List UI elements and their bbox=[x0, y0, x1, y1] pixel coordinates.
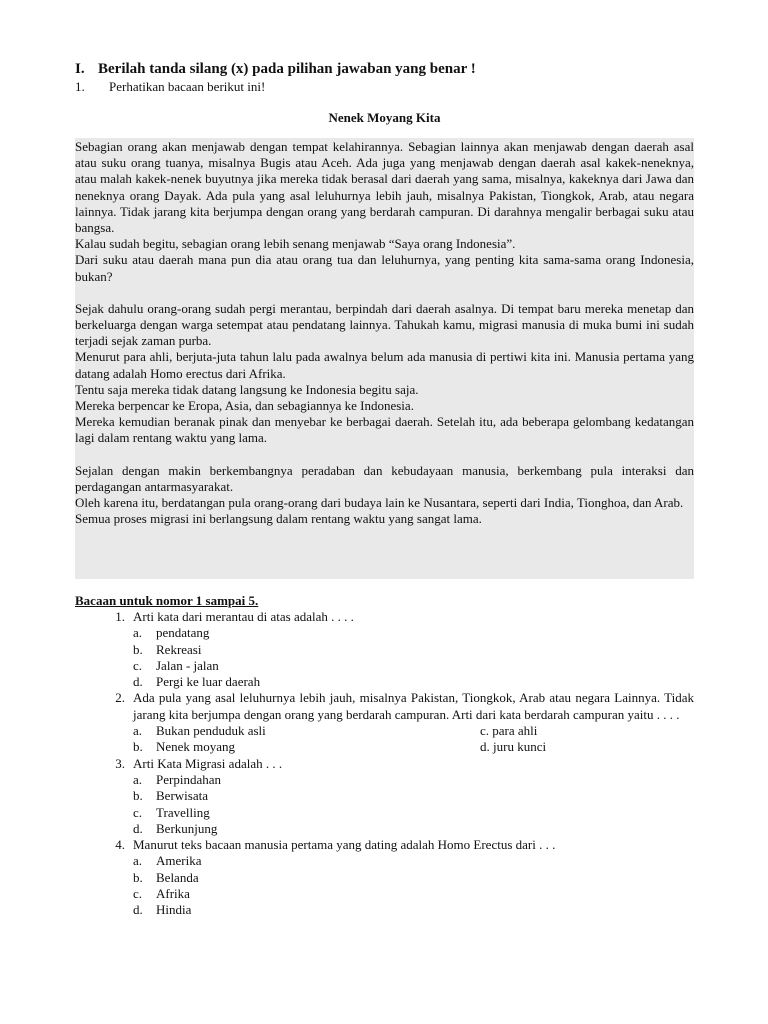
passage-paragraph: Sebagian orang akan menjawab dengan tempat kelahirannya. Sebagian lainnya akan menjawab dengan daerah asal atau suku orang tuanya, misalnya Bugis atau Aceh. Ada juga yang menjawab dengan daerah asal kakek-neneknya, atau malah kakek-nenek buyutnya jika mereka tidak berasal dari daerah yang sama, misalnya, kakeknya dari Jawa dan neneknya orang Dayak. Ada pula yang asal leluhurnya lebih jauh, misalnya Pakistan, Tiongkok, Arab, atau negara lainnya. Tidak jarang kita berjumpa dengan orang yang berdarah campuran. Di darahnya mengalir berbagai suku atau bangsa. bbox=[75, 139, 694, 236]
answer-option[interactable] bbox=[133, 772, 694, 788]
passage-paragraph: Kalau sudah begitu, sebagian orang lebih senang menjawab “Saya orang Indonesia”. bbox=[75, 236, 516, 252]
option-letter: c. bbox=[133, 804, 143, 820]
option-text: juru kunci bbox=[493, 739, 547, 755]
answer-option[interactable] bbox=[133, 821, 694, 837]
intro-line bbox=[75, 79, 694, 95]
passage-paragraph: Sejalan dengan makin berkembangnya peradaban dan kebudayaan manusia, berkembang pula interaksi dan perdagangan antarmasyarakat. bbox=[75, 462, 694, 494]
document-page bbox=[75, 60, 694, 919]
option-letter: a. bbox=[133, 625, 143, 641]
question-item bbox=[75, 690, 694, 723]
question-number: 2. bbox=[115, 690, 125, 706]
answer-options bbox=[75, 853, 694, 918]
answer-option[interactable] bbox=[133, 805, 694, 821]
option-text: Berkunjung bbox=[156, 820, 218, 836]
answer-option[interactable] bbox=[133, 625, 694, 641]
answer-option[interactable] bbox=[133, 674, 694, 690]
question-text: Arti kata dari merantau di atas adalah . . . . bbox=[133, 609, 354, 624]
option-letter: d. bbox=[133, 820, 143, 836]
answer-option[interactable] bbox=[133, 853, 694, 869]
option-letter: c. bbox=[133, 886, 143, 902]
question-number: 1. bbox=[115, 609, 125, 624]
section-title: Berilah tanda silang (x) pada pilihan jawaban yang benar ! bbox=[98, 61, 476, 77]
option-letter: a. bbox=[133, 723, 143, 739]
option-letter: d. bbox=[480, 739, 490, 755]
question-number: 4. bbox=[115, 837, 125, 853]
passage-paragraph: Oleh karena itu, berdatangan pula orang-orang dari budaya lain ke Nusantara, seperti dari India, Tionghoa, dan Arab. bbox=[75, 495, 684, 511]
option-text: Afrika bbox=[156, 886, 190, 902]
answer-options bbox=[75, 772, 694, 837]
question-item bbox=[75, 756, 694, 772]
answer-option[interactable] bbox=[480, 723, 537, 739]
answer-options bbox=[75, 625, 694, 690]
answer-options bbox=[75, 723, 694, 756]
question-number: 3. bbox=[115, 755, 125, 771]
answer-option[interactable] bbox=[133, 870, 694, 886]
passage-paragraph: Sejak dahulu orang-orang sudah pergi merantau, berpindah dari daerah asalnya. Di tempat baru mereka menetap dan berkeluarga dengan warga setempat atau pendatang lainnya. Tahukah kamu, migrasi manusia di muka bumi ini sudah terjadi sejak zaman purba. bbox=[75, 300, 694, 349]
question-item bbox=[75, 837, 694, 853]
option-letter: d. bbox=[133, 902, 143, 918]
passage-paragraph: Mereka berpencar ke Eropa, Asia, dan sebagiannya ke Indonesia. bbox=[75, 398, 414, 414]
answer-option[interactable] bbox=[133, 739, 480, 755]
option-row bbox=[133, 723, 694, 739]
reading-passage bbox=[75, 138, 694, 579]
question-list bbox=[75, 609, 694, 919]
option-letter: b. bbox=[133, 788, 143, 804]
question-text: Manurut teks bacaan manusia pertama yang dating adalah Homo Erectus dari . . . bbox=[133, 837, 556, 853]
story-title: Nenek Moyang Kita bbox=[328, 110, 441, 125]
option-text: Amerika bbox=[156, 853, 202, 869]
option-text: Jalan - jalan bbox=[156, 657, 219, 673]
answer-option[interactable] bbox=[133, 902, 694, 918]
option-letter: a. bbox=[133, 771, 143, 787]
passage-paragraph: Mereka kemudian beranak pinak dan menyebar ke berbagai daerah. Setelah itu, ada beberapa gelombang kedatangan lagi dalam rentang waktu yang lama. bbox=[75, 414, 694, 446]
passage-paragraph: Semua proses migrasi ini berlangsung dalam rentang waktu yang sangat lama. bbox=[75, 511, 482, 527]
option-text: Travelling bbox=[156, 804, 210, 820]
passage-gap bbox=[75, 447, 694, 463]
option-text: pendatang bbox=[156, 625, 210, 641]
intro-number: 1. bbox=[75, 79, 85, 94]
section-number: I. bbox=[75, 61, 85, 77]
question-text: Ada pula yang asal leluhurnya lebih jauh, misalnya Pakistan, Tiongkok, Arab atau negara Lainnya. Tidak jarang kita berjumpa dengan orang yang berdarah campuran. Arti dari kata berdarah campuran yaitu . . . . bbox=[133, 690, 694, 722]
passage-paragraph: Menurut para ahli, berjuta-juta tahun lalu pada awalnya belum ada manusia di pertiwi kita ini. Manusia pertama yang datang adalah Homo erectus dari Afrika. bbox=[75, 349, 694, 381]
question-text: Arti Kata Migrasi adalah . . . bbox=[133, 755, 283, 771]
option-text: Nenek moyang bbox=[156, 739, 236, 755]
questions-heading: Bacaan untuk nomor 1 sampai 5. bbox=[75, 593, 259, 608]
answer-option[interactable] bbox=[133, 723, 480, 739]
option-letter: b. bbox=[133, 641, 143, 657]
option-row bbox=[133, 739, 694, 755]
answer-option[interactable] bbox=[133, 642, 694, 658]
answer-option[interactable] bbox=[133, 886, 694, 902]
answer-option[interactable] bbox=[133, 788, 694, 804]
answer-option[interactable] bbox=[133, 658, 694, 674]
option-text: Rekreasi bbox=[156, 641, 202, 657]
option-text: Belanda bbox=[156, 869, 199, 885]
intro-text: Perhatikan bacaan berikut ini! bbox=[109, 79, 266, 94]
option-text: Berwisata bbox=[156, 788, 208, 804]
section-heading bbox=[75, 60, 694, 79]
option-letter: c. bbox=[133, 657, 143, 673]
option-text: Pergi ke luar daerah bbox=[156, 674, 261, 690]
answer-option[interactable] bbox=[480, 739, 546, 755]
option-letter: a. bbox=[133, 853, 143, 869]
option-text: para ahli bbox=[492, 723, 538, 739]
option-letter: d. bbox=[133, 674, 143, 690]
option-text: Perpindahan bbox=[156, 771, 221, 787]
option-text: Bukan penduduk asli bbox=[156, 723, 266, 739]
passage-paragraph: Tentu saja mereka tidak datang langsung ke Indonesia begitu saja. bbox=[75, 381, 419, 397]
option-text: Hindia bbox=[156, 902, 192, 918]
option-letter: b. bbox=[133, 869, 143, 885]
option-letter: c. bbox=[480, 723, 490, 739]
passage-gap bbox=[75, 285, 694, 301]
passage-paragraph: Dari suku atau daerah mana pun dia atau orang tua dan leluhurnya, yang penting kita sama-sama orang Indonesia, bukan? bbox=[75, 252, 694, 284]
question-item bbox=[75, 609, 694, 625]
option-letter: b. bbox=[133, 739, 143, 755]
